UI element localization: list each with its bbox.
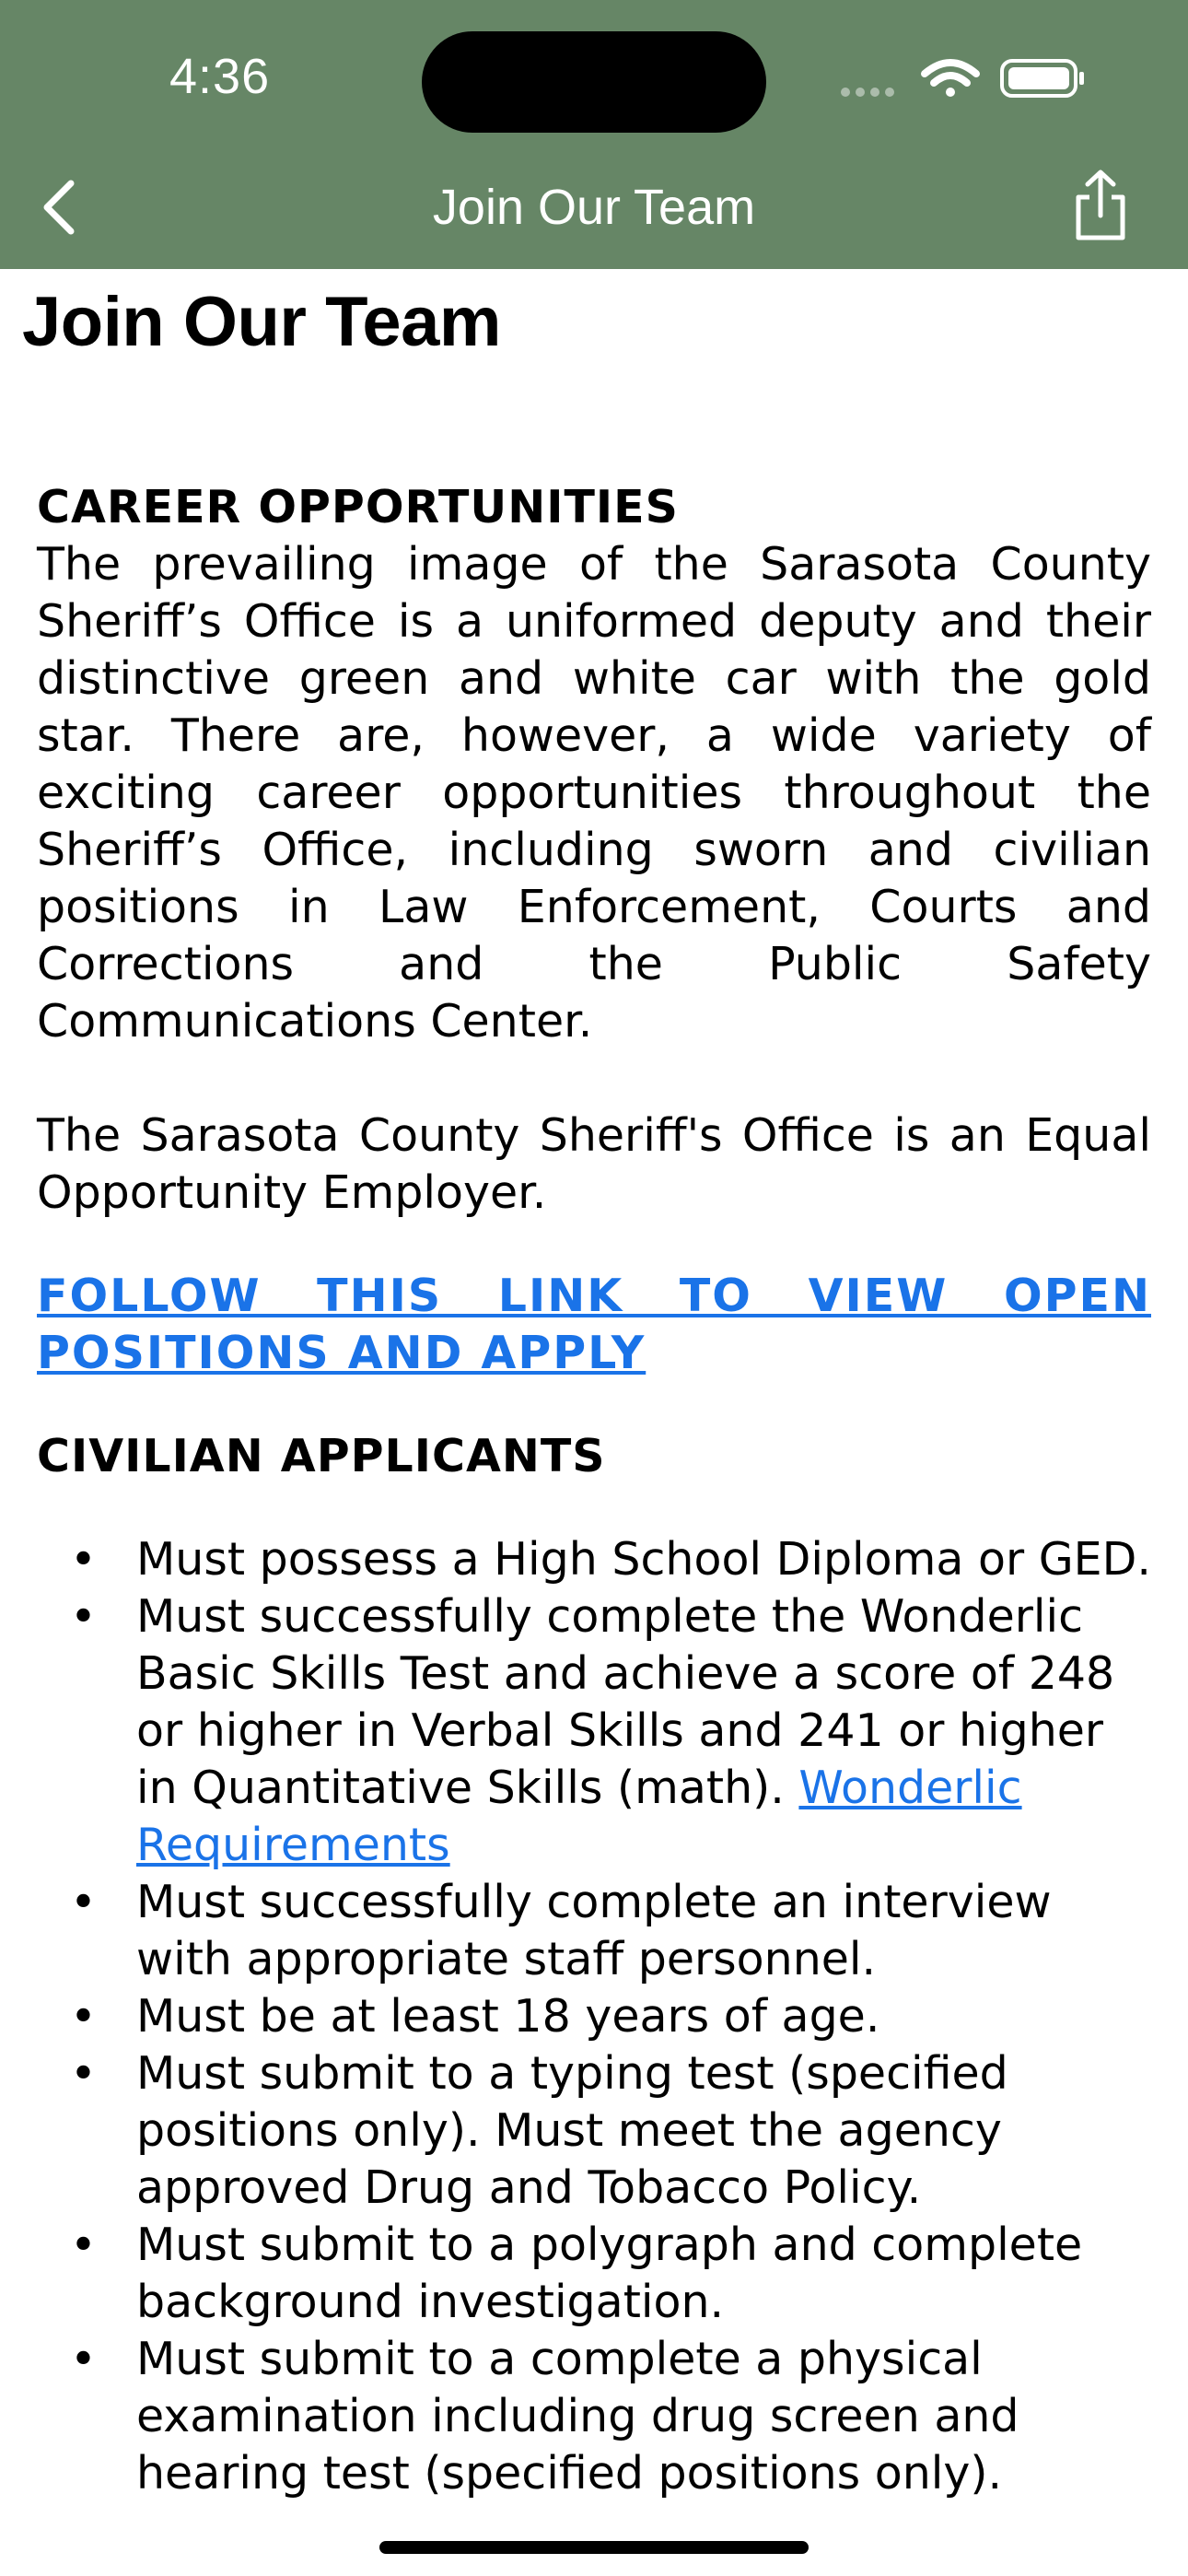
status-time: 4:36 bbox=[169, 49, 271, 104]
career-heading: CAREER OPPORTUNITIES bbox=[37, 481, 679, 533]
list-item bbox=[37, 1588, 1151, 1874]
wonderlic-requirements-link[interactable]: Wonderlic Requirements bbox=[136, 1762, 1022, 1871]
bullet-icon: • bbox=[70, 1990, 97, 2043]
list-item bbox=[37, 1988, 1151, 2045]
eeo-statement: The Sarasota County Sheriff's Office is an Equal Opportunity Employer. bbox=[37, 1109, 1151, 1219]
requirements-list bbox=[37, 1531, 1151, 2502]
wifi-icon bbox=[925, 63, 976, 97]
signal-icon bbox=[841, 88, 894, 97]
list-item bbox=[37, 1531, 1151, 1588]
bullet-icon: • bbox=[70, 1533, 97, 1586]
chevron-left-icon bbox=[40, 178, 80, 237]
share-icon bbox=[1071, 170, 1130, 243]
civilian-heading: CIVILIAN APPLICANTS bbox=[37, 1430, 606, 1482]
nav-bar bbox=[0, 147, 1188, 269]
requirement-text: Must successfully complete an interview with appropriate staff personnel. bbox=[136, 1876, 1052, 1985]
requirement-text: Must possess a High School Diploma or GED. bbox=[136, 1533, 1151, 1586]
list-item bbox=[37, 2045, 1151, 2217]
bullet-icon: • bbox=[70, 1876, 97, 1928]
home-indicator[interactable] bbox=[379, 2541, 809, 2554]
bullet-icon: • bbox=[70, 2219, 97, 2271]
status-icons bbox=[840, 55, 1089, 101]
nav-title: Join Our Team bbox=[432, 180, 756, 235]
requirement-text: Must submit to a typing test (specified positions only). Must meet the agency approved Drug and Tobacco Policy. bbox=[136, 2047, 1008, 2214]
requirement-text: Must successfully complete the Wonderlic Basic Skills Test and achieve a score of 248 or higher in Verbal Skills and 241 or higher in Quantitative Skills (math). bbox=[136, 1590, 1115, 1814]
list-item bbox=[37, 1874, 1151, 1988]
bullet-icon: • bbox=[70, 2333, 97, 2385]
header-bar bbox=[0, 0, 1188, 269]
career-paragraph: The prevailing image of the Sarasota County Sheriff’s Office is a uniformed deputy and their distinctive green and white car with the gold star. There are, however, a wide variety of exciting career opportunities throughout the Sheriff’s Office, including sworn and civilian positions in Law Enforcement, Courts and Corrections and the Public Safety Communications Center. bbox=[37, 538, 1151, 1048]
open-positions-link[interactable]: FOLLOW THIS LINK TO VIEW OPEN POSITIONS AND APPLY bbox=[37, 1270, 1151, 1379]
requirement-text: Must submit to a polygraph and complete background investigation. bbox=[136, 2219, 1083, 2328]
list-item bbox=[37, 2331, 1151, 2502]
back-button[interactable] bbox=[28, 175, 92, 240]
bullet-icon: • bbox=[70, 2047, 97, 2100]
list-item bbox=[37, 2217, 1151, 2331]
bullet-icon: • bbox=[70, 1590, 97, 1643]
battery-icon bbox=[1002, 61, 1084, 96]
article-content bbox=[37, 479, 1151, 2502]
requirement-text: Must be at least 18 years of age. bbox=[136, 1990, 880, 2043]
share-button[interactable] bbox=[1068, 168, 1133, 245]
page-title: Join Our Team bbox=[22, 283, 501, 361]
requirement-text: Must submit to a complete a physical examination including drug screen and hearing test (specified positions only). bbox=[136, 2333, 1019, 2500]
dynamic-island bbox=[422, 31, 766, 133]
